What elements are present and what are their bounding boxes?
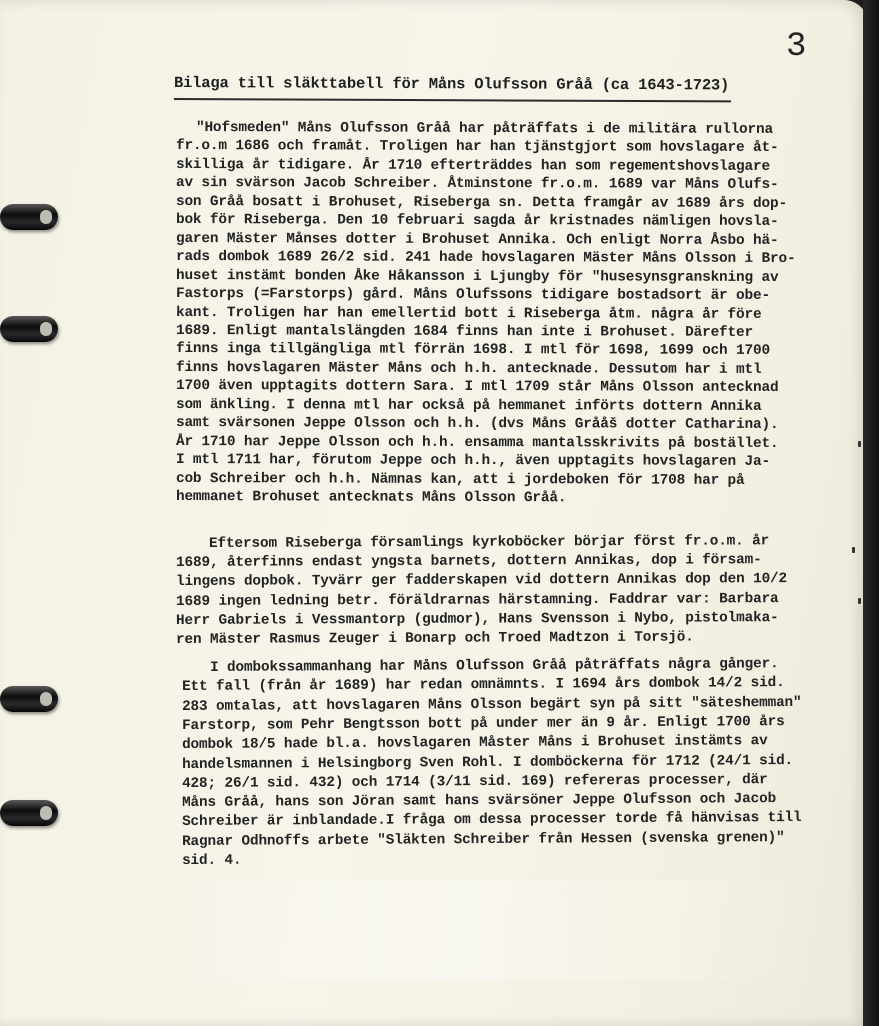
text-line: huset instämt bonden Åke Håkansson i Ljungby för "husesynsgranskning av xyxy=(175,267,779,286)
text-line: ren Mäster Rasmus Zeuger i Bonarp och Troed Madtzon i Torsjö. xyxy=(176,629,694,648)
page-heading: Bilaga till släkttabell för Måns Olufsson Gråå (ca 1643-1723) xyxy=(173,74,730,95)
page-number: 3 xyxy=(786,28,807,66)
text-line: Eftersom Riseberga församlings kyrkoböcker börjar först fr.o.m. år xyxy=(209,533,770,552)
text-line: I mtl 1711 har, förutom Jeppe och h.h., även upptagits hovslagaren Ja- xyxy=(175,452,771,471)
text-line: År 1710 har Jeppe Olsson och h.h. ensamma mantalsskrivits på bostället. xyxy=(175,433,779,452)
text-line: "Hofsmeden" Måns Olufsson Gråå har påträffats i de militära rullorna xyxy=(195,120,774,138)
text-line: 283 omtalas, att hovslagaren Måns Olsson begärt syn på sitt "säteshemman" xyxy=(182,694,802,715)
text-line: bok för Riseberga. Den 10 februari sagda år kristnades nämligen hovsla- xyxy=(175,212,779,231)
text-line: av sin svärson Jacob Schreiber. Åtminstone fr.o.m. 1689 var Måns Olufs- xyxy=(175,175,779,194)
binder-ring xyxy=(0,204,58,230)
binder-ring xyxy=(0,800,58,826)
text-line: finns hovslagaren Mäster Måns och h.h. antecknade. Dessutom har i mtl xyxy=(175,359,762,378)
text-line: 1689. Enligt mantalslängden 1684 finns han inte i Brohuset. Därefter xyxy=(175,322,754,341)
text-line: dombok 18/5 hade bl.a. hovslagaren Måster Måns i Brohuset instämts av xyxy=(182,733,768,754)
margin-mark xyxy=(858,441,861,447)
text-line: 1700 även upptagits dottern Sara. I mtl 1709 står Måns Olsson antecknad xyxy=(175,378,779,397)
text-line: Måns Gråå, hans son Jöran samt hans svärsöner Jeppe Olufsson och Jacob xyxy=(182,791,777,812)
text-line: kant. Troligen har han emellertid bott i Riseberga åtm. några år före xyxy=(175,304,762,323)
text-line: Ett fall (från år 1689) har redan omnämnts. I 1694 års dombok 14/2 sid. xyxy=(182,675,785,696)
text-line: hemmanet Brohuset antecknats Måns Olsson Gråå. xyxy=(175,489,567,507)
text-line: Fastorps (=Farstorps) gård. Måns Olufssons tidigare bostadsort är obe- xyxy=(175,286,771,305)
text-line: I dombokssammanhang har Måns Olufsson Gråå påträffats några gånger. xyxy=(210,656,779,676)
text-line: fr.o.m 1686 och framåt. Troligen har han tjänstgjort som hovslagare åt- xyxy=(175,138,779,157)
text-line: handelsmannen i Helsingborg Sven Rohl. I domböckerna för 1712 (24/1 sid. xyxy=(182,752,794,773)
text-line: rads dombok 1689 26/2 sid. 241 hade hovslagaren Mäster Måns Olsson i Bro- xyxy=(175,249,796,268)
text-line: sid. 4. xyxy=(182,852,242,869)
text-line: son Gråå bosatt i Brohuset, Riseberga sn. Detta framgår av 1689 års dop- xyxy=(175,193,787,212)
text-line: samt svärsonen Jeppe Olsson och h.h. (dvs Måns Grååš dotter Catharina). xyxy=(175,415,779,434)
page-edge-shadow xyxy=(863,0,879,1026)
text-line: Herr Gabriels i Vessmantorp (gudmor), Hans Svensson i Nybo, pistolmaka- xyxy=(176,609,779,629)
text-line: 428; 26/1 sid. 432) och 1714 (3/11 sid. 169) refereras processer, där xyxy=(182,771,768,792)
text-line: Ragnar Odhnoffs arbete "Släkten Schreiber från Hessen (svenska grenen)" xyxy=(182,829,785,850)
text-line: 1689, återfinns endast yngsta barnets, dottern Annikas, dop i försam- xyxy=(176,552,762,572)
text-line: cob Schreiber och h.h. Nämnas kan, att i jordeboken för 1708 har på xyxy=(175,470,745,489)
margin-mark xyxy=(858,598,861,604)
binder-ring xyxy=(0,686,58,712)
margin-mark xyxy=(852,547,855,553)
binder-ring xyxy=(0,316,58,342)
text-line: skilliga år tidigare. År 1710 efterträddes han som regementshovslagare xyxy=(175,156,771,175)
text-line: Farstorp, som Pehr Bengtsson bott på under mer än 9 år. Enligt 1700 års xyxy=(182,713,785,734)
text-line: som änkling. I denna mtl har också på hemmanet införts dottern Annika xyxy=(175,396,762,415)
text-line: Schreiber är inblandade.I fråga om dessa processer torde få hänvisas till xyxy=(182,810,802,831)
text-line: 1689 ingen ledning betr. föräldrarnas härstamning. Faddrar var: Barbara xyxy=(176,590,779,610)
text-line: garen Mäster Månses dotter i Brohuset Annika. Och enligt Norra Åsbo hä- xyxy=(175,230,779,249)
text-line: lingens dopbok. Tyvärr ger fadderskapen vid dottern Annikas dop den 10/2 xyxy=(176,571,788,591)
text-line: finns inga tillgängliga mtl förrän 1698. I mtl för 1698, 1699 och 1700 xyxy=(175,341,771,360)
